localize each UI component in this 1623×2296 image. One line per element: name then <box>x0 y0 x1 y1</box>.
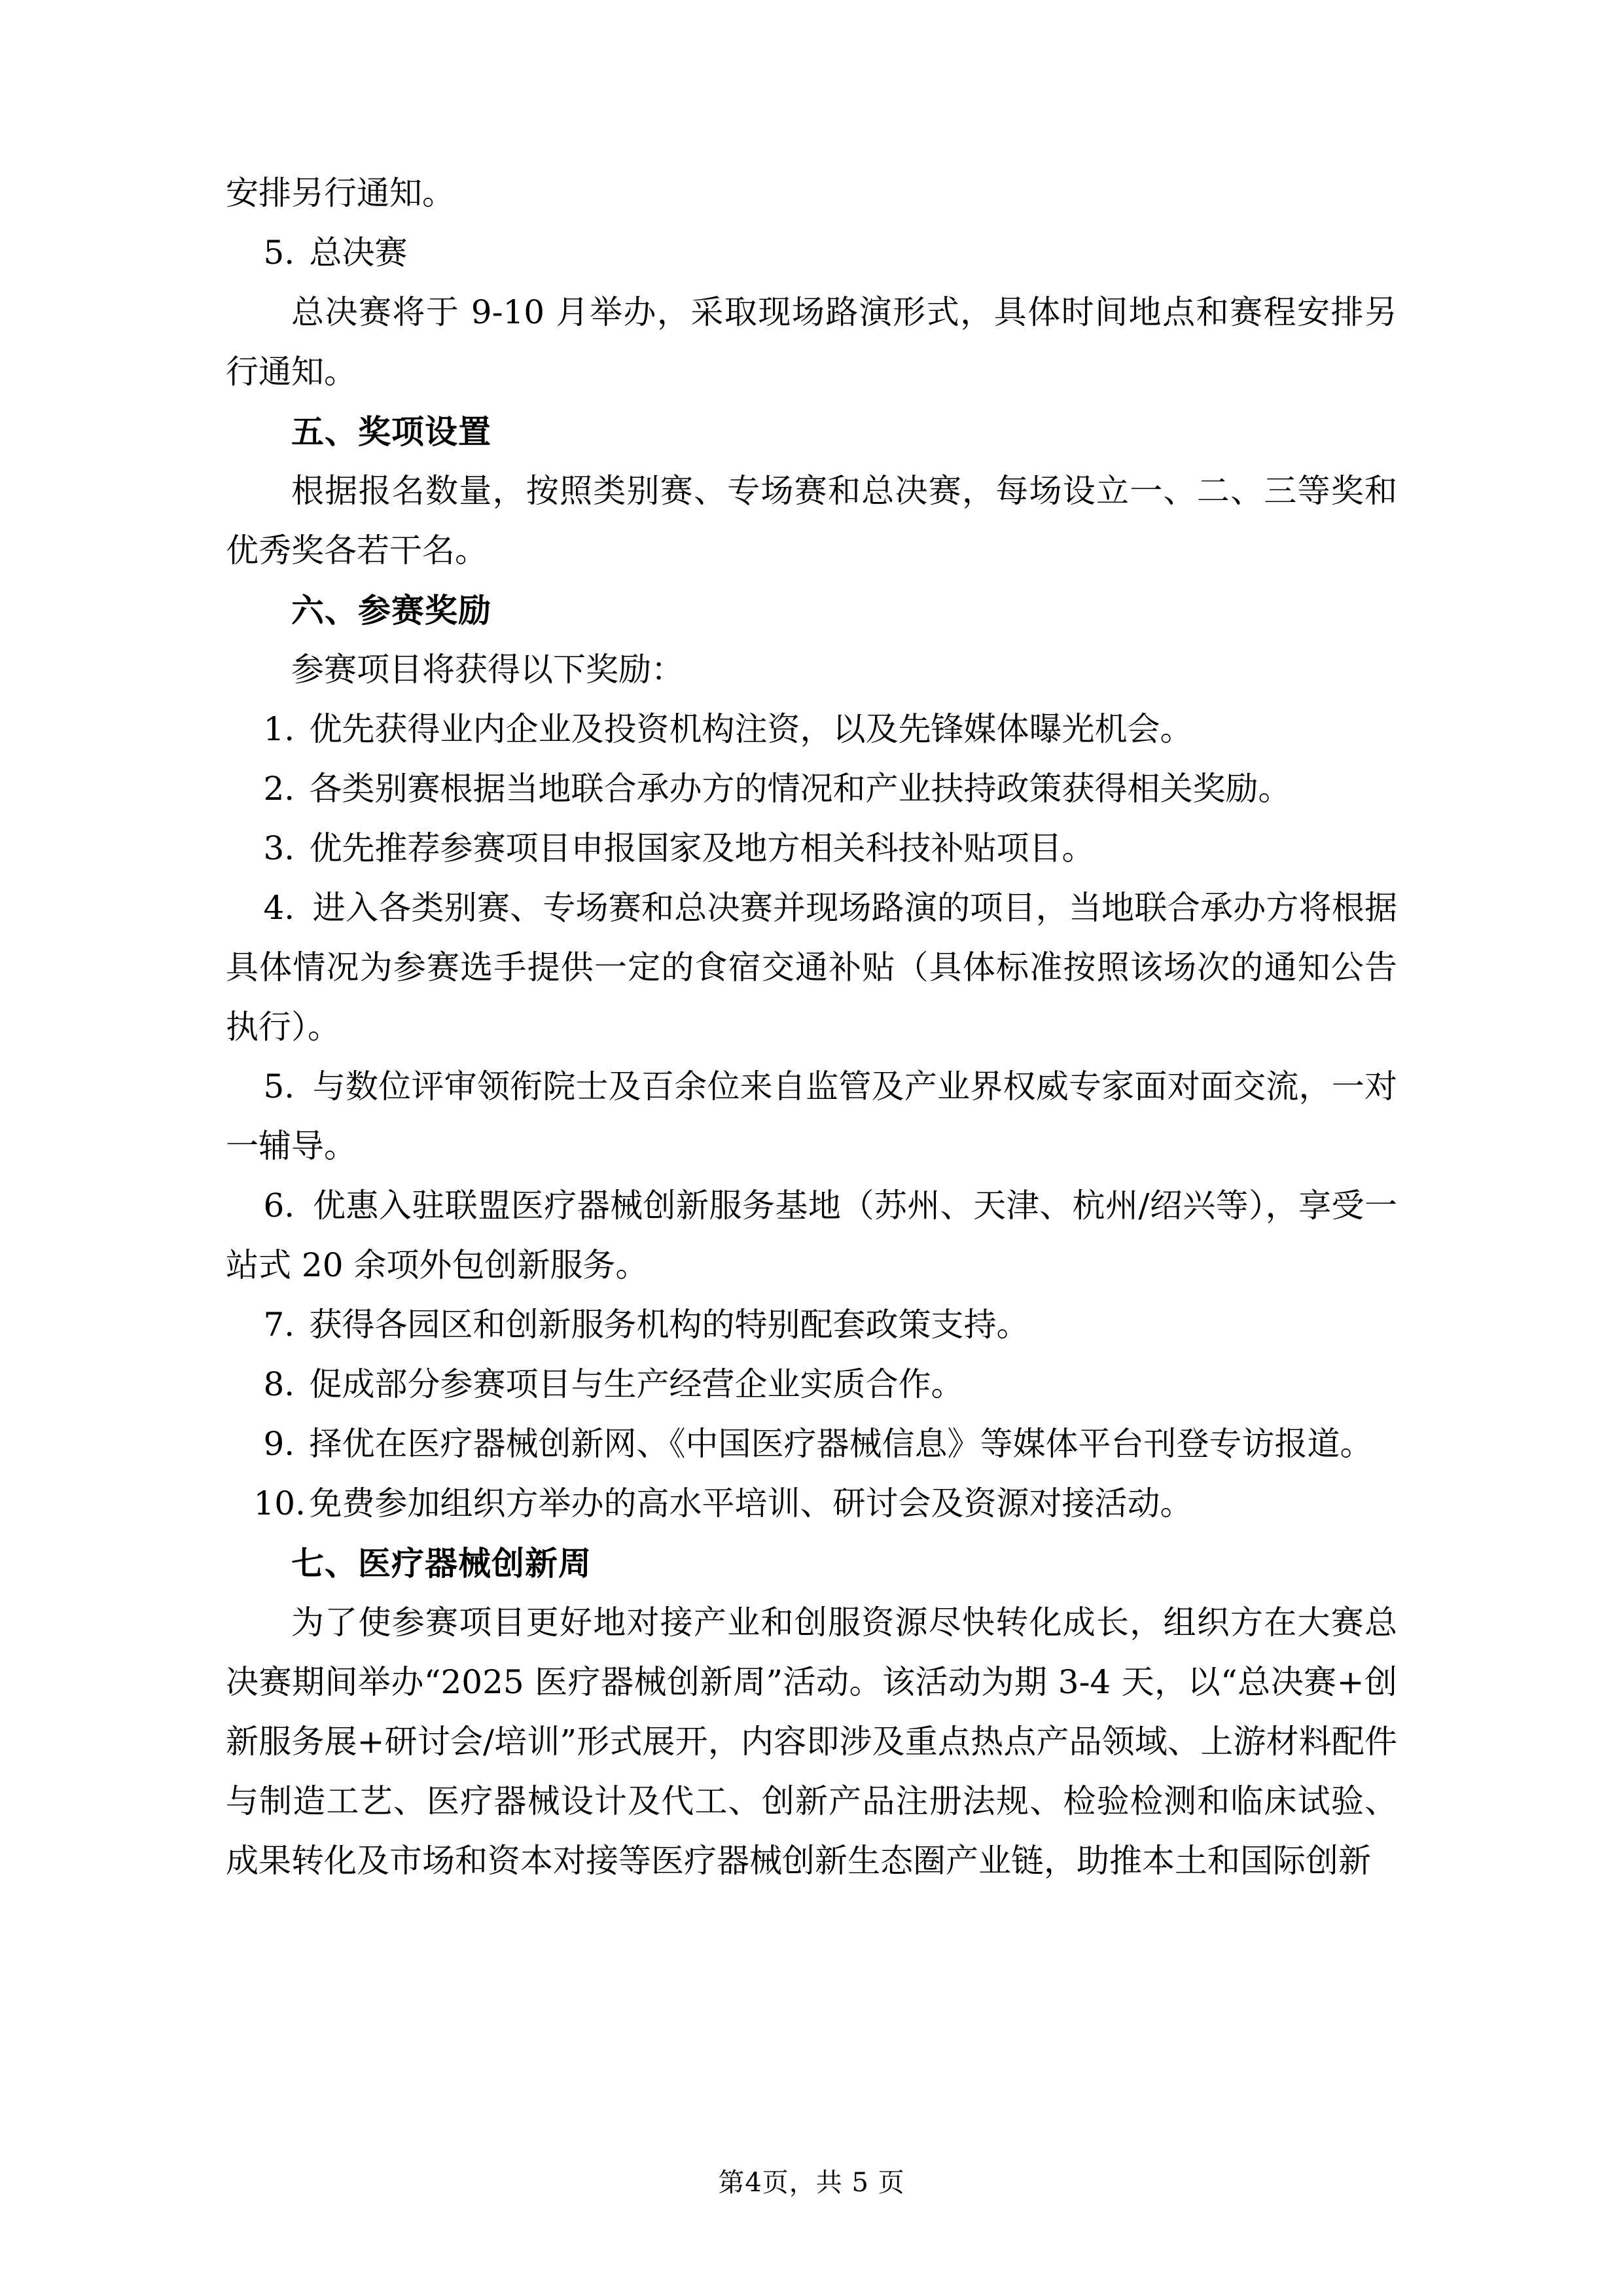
list-item-text: 进入各类别赛、专场赛和总决赛并现场路演的项目，当地联合承办方将根据具体情况为参赛选手提供一定的食宿交通补贴（具体标准按照该场次的通知公告执行）。 <box>226 889 1397 1046</box>
list-item <box>226 223 1397 283</box>
list-item-text: 免费参加组织方举办的高水平培训、研讨会及资源对接活动。 <box>309 1484 1193 1522</box>
paragraph: 根据报名数量，按照类别赛、专场赛和总决赛，每场设立一、二、三等奖和优秀奖各若干名。 <box>226 472 1397 569</box>
list-item <box>226 1295 1397 1355</box>
list-marker: 3. <box>263 829 295 867</box>
section-heading: 五、奖项设置 <box>291 412 491 451</box>
paragraph-continuation: 安排另行通知。 <box>226 174 455 212</box>
list-item <box>226 700 1397 759</box>
paragraph: 总决赛将于 9-10 月举办，采取现场路演形式，具体时间地点和赛程安排另行通知。 <box>226 293 1397 391</box>
list-marker: 9. <box>263 1425 295 1463</box>
list-item-text: 总决赛 <box>309 234 408 272</box>
list-item-text: 各类别赛根据当地联合承办方的情况和产业扶持政策获得相关奖励。 <box>309 770 1291 808</box>
list-marker: 10. <box>253 1484 306 1522</box>
document-body <box>226 164 1397 1891</box>
list-marker: 1. <box>263 710 295 748</box>
list-marker: 7. <box>263 1306 295 1344</box>
list-item <box>226 1355 1397 1414</box>
paragraph: 参赛项目将获得以下奖励： <box>291 651 684 689</box>
list-item <box>226 1414 1397 1474</box>
list-marker: 4. <box>263 889 295 927</box>
list-item-text: 获得各园区和创新服务机构的特别配套政策支持。 <box>309 1306 1029 1344</box>
list-item <box>226 819 1397 878</box>
list-marker: 2. <box>263 770 295 808</box>
list-item-text: 优先推荐参赛项目申报国家及地方相关科技补贴项目。 <box>309 829 1095 867</box>
list-marker: 8. <box>263 1365 295 1403</box>
list-marker: 5. <box>263 1067 295 1105</box>
list-item-text: 与数位评审领衔院士及百余位来自监管及产业界权威专家面对面交流，一对一辅导。 <box>226 1067 1397 1165</box>
list-item <box>226 1057 1397 1176</box>
section-heading: 七、医疗器械创新周 <box>291 1544 592 1583</box>
list-item <box>226 1176 1397 1295</box>
list-item-text: 促成部分参赛项目与生产经营企业实质合作。 <box>309 1365 964 1403</box>
list-marker: 6. <box>263 1187 295 1225</box>
page-footer: 第4页，共 5 页 <box>718 2168 905 2198</box>
list-item <box>226 759 1397 819</box>
list-marker: 5. <box>263 234 295 272</box>
paragraph: 为了使参赛项目更好地对接产业和创服资源尽快转化成长，组织方在大赛总决赛期间举办“2025 医疗器械创新周”活动。该活动为期 3-4 天，以“总决赛+创新服务展+研讨会/培训”形式展开，内容即涉及重点热点产品领域、上游材料配件与制造工艺、医疗器械设计及代工、创新产品注册法规、检验检测和临床试验、成果转化及市场和资本对接等医疗器械创新生态圈产业链，助推本土和国际创新 <box>226 1604 1397 1880</box>
list-item <box>226 878 1397 1057</box>
section-heading: 六、参赛奖励 <box>291 591 491 630</box>
list-item-text: 优惠入驻联盟医疗器械创新服务基地（苏州、天津、杭州/绍兴等），享受一站式 20 余项外包创新服务。 <box>226 1187 1397 1284</box>
list-item-text: 优先获得业内企业及投资机构注资，以及先锋媒体曝光机会。 <box>309 710 1193 748</box>
list-item-text: 择优在医疗器械创新网、《中国医疗器械信息》等媒体平台刊登专访报道。 <box>309 1425 1373 1463</box>
list-item <box>226 1474 1397 1534</box>
